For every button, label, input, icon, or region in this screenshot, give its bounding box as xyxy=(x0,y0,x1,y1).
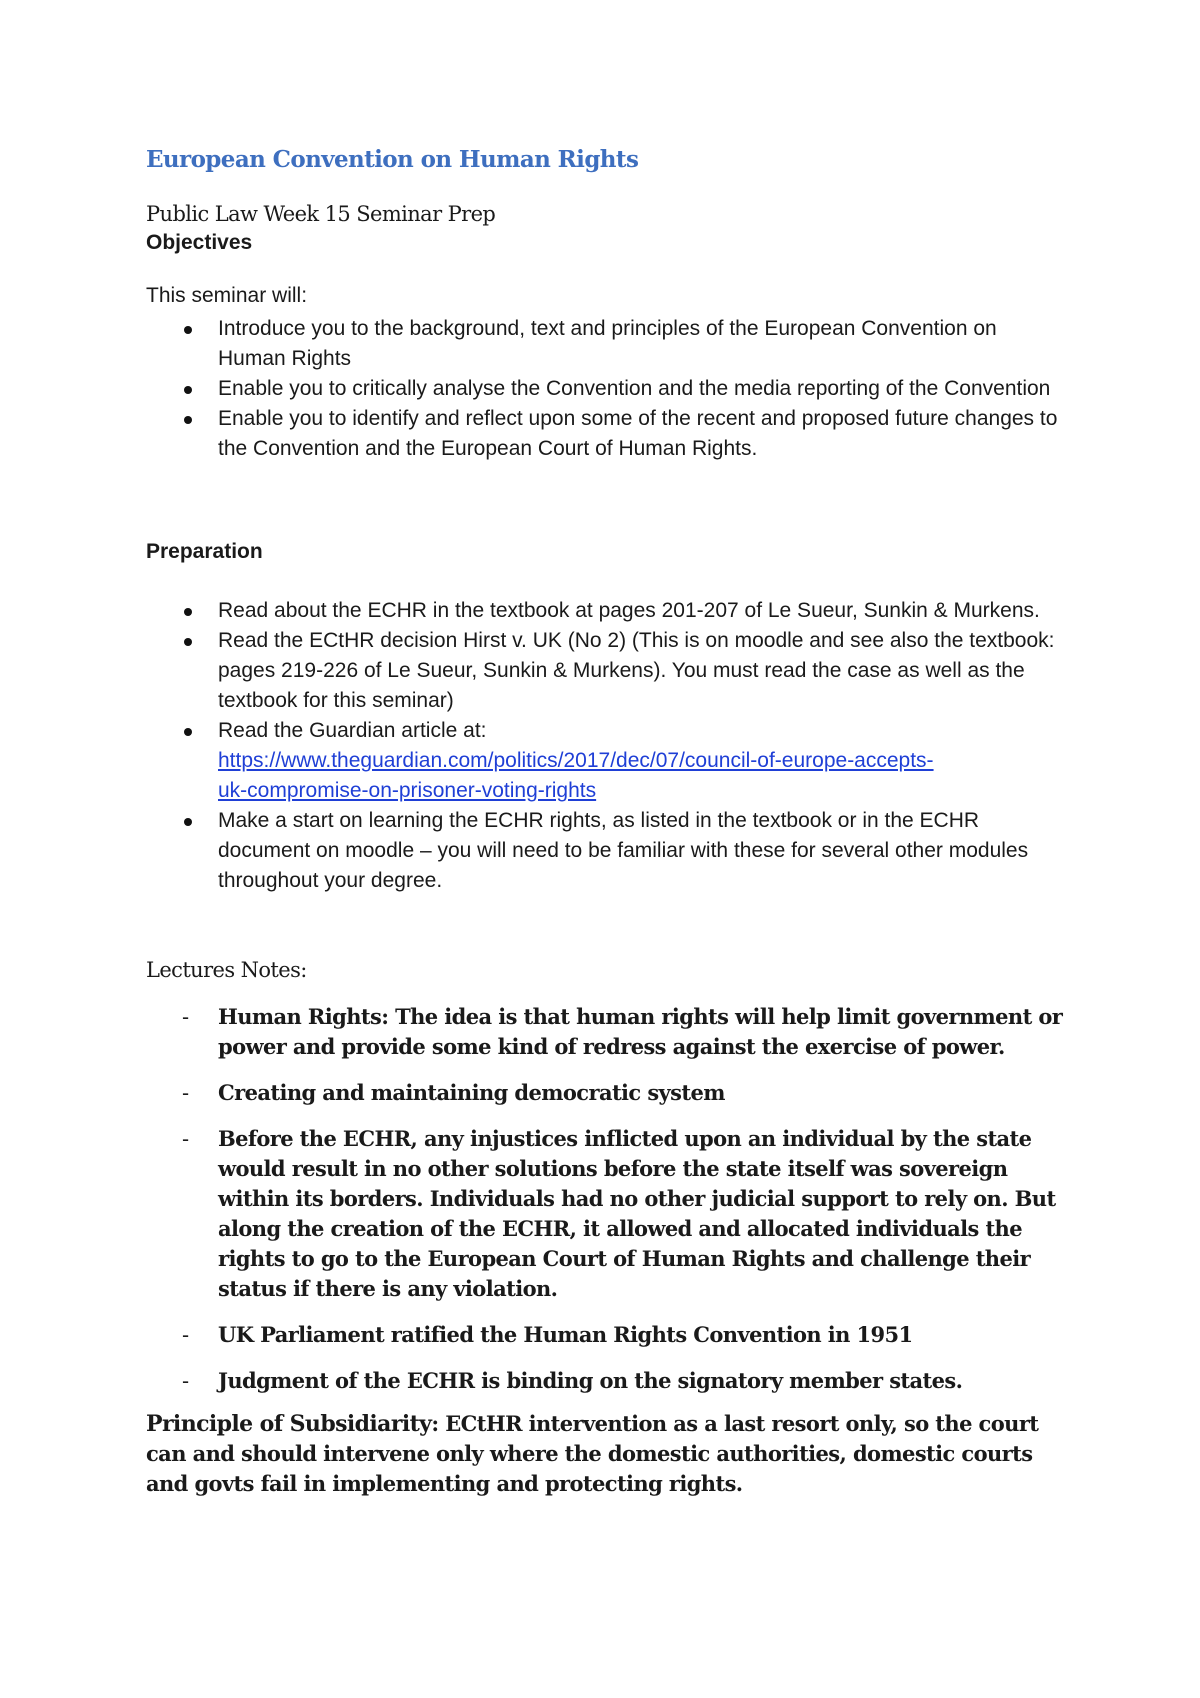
bullet-icon xyxy=(184,818,192,826)
principle-term: Principle of Subsidiarity xyxy=(146,1411,432,1437)
lecture-notes-list xyxy=(146,1002,1066,1412)
bullet-icon xyxy=(184,728,192,736)
objectives-list xyxy=(146,314,1066,464)
list-item: Introduce you to the background, text and principles of the European Convention on Human Rights xyxy=(146,314,1066,374)
bullet-icon xyxy=(184,416,192,424)
guardian-article-link[interactable]: https://www.theguardian.com/politics/2017/dec/07/council-of-europe-accepts- uk-compromise-on-prisoner-voting-rights xyxy=(218,749,934,802)
list-item: Read about the ECHR in the textbook at pages 201-207 of Le Sueur, Sunkin & Murkens. xyxy=(146,596,1066,626)
list-item: Enable you to identify and reflect upon some of the recent and proposed future changes to the Convention and the European Court of Human Rights. xyxy=(146,404,1066,464)
lecture-notes-heading: Lectures Notes: xyxy=(146,958,307,982)
bullet-icon xyxy=(184,326,192,334)
bullet-icon xyxy=(184,386,192,394)
dash-icon: - xyxy=(182,1005,189,1029)
dash-icon: - xyxy=(182,1323,189,1347)
list-item: - UK Parliament ratified the Human Rights Convention in 1951 xyxy=(146,1320,1066,1350)
preparation-list xyxy=(146,596,1066,896)
document-title: European Convention on Human Rights xyxy=(146,146,639,173)
principle-text: : ECtHR intervention as a last resort only, so the court can and should intervene only where the domestic authorities, domestic courts and govts fail in implementing and protecting rights. xyxy=(146,1411,1039,1496)
list-item: - Before the ECHR, any injustices inflicted upon an individual by the state would result in no other solutions before the state itself was sovereign within its borders. Individuals had no other judicial support to rely on. But along the creation of the ECHR, it allowed and allocated individuals the rights to go to the European Court of Human Rights and challenge their status if there is any violation. xyxy=(182,1126,1056,1301)
list-item: - Creating and maintaining democratic system xyxy=(146,1078,1066,1108)
list-item: Read the Guardian article at: https://www.theguardian.com/politics/2017/dec/07/council-of-europe-accepts- uk-compromise-on-prisoner-voting-rights xyxy=(146,716,1066,806)
list-item: Make a start on learning the ECHR rights, as listed in the textbook or in the ECHR document on moodle – you will need to be familiar with these for several other modules throughout your degree. xyxy=(146,806,1066,896)
principle-paragraph xyxy=(146,1409,1046,1499)
list-item: Read the ECtHR decision Hirst v. UK (No 2) (This is on moodle and see also the textbook: pages 219-226 of Le Sueur, Sunkin & Murkens). You must read the case as well as the textbook for this seminar) xyxy=(146,626,1066,716)
dash-icon: - xyxy=(182,1081,189,1105)
preparation-heading: Preparation xyxy=(146,540,263,563)
bullet-icon xyxy=(184,608,192,616)
document-subtitle: Public Law Week 15 Seminar Prep xyxy=(146,202,496,226)
list-item: Enable you to critically analyse the Convention and the media reporting of the Convention xyxy=(146,374,1066,404)
objectives-heading: Objectives xyxy=(146,231,253,254)
dash-icon: - xyxy=(182,1127,189,1151)
bullet-icon xyxy=(184,638,192,646)
list-item: - Judgment of the ECHR is binding on the signatory member states. xyxy=(146,1366,1066,1396)
intro-text: This seminar will: xyxy=(146,284,308,307)
list-item: - Human Rights: The idea is that human rights will help limit government or power and provide some kind of redress against the exercise of power. xyxy=(182,1004,1063,1059)
dash-icon: - xyxy=(182,1369,189,1393)
